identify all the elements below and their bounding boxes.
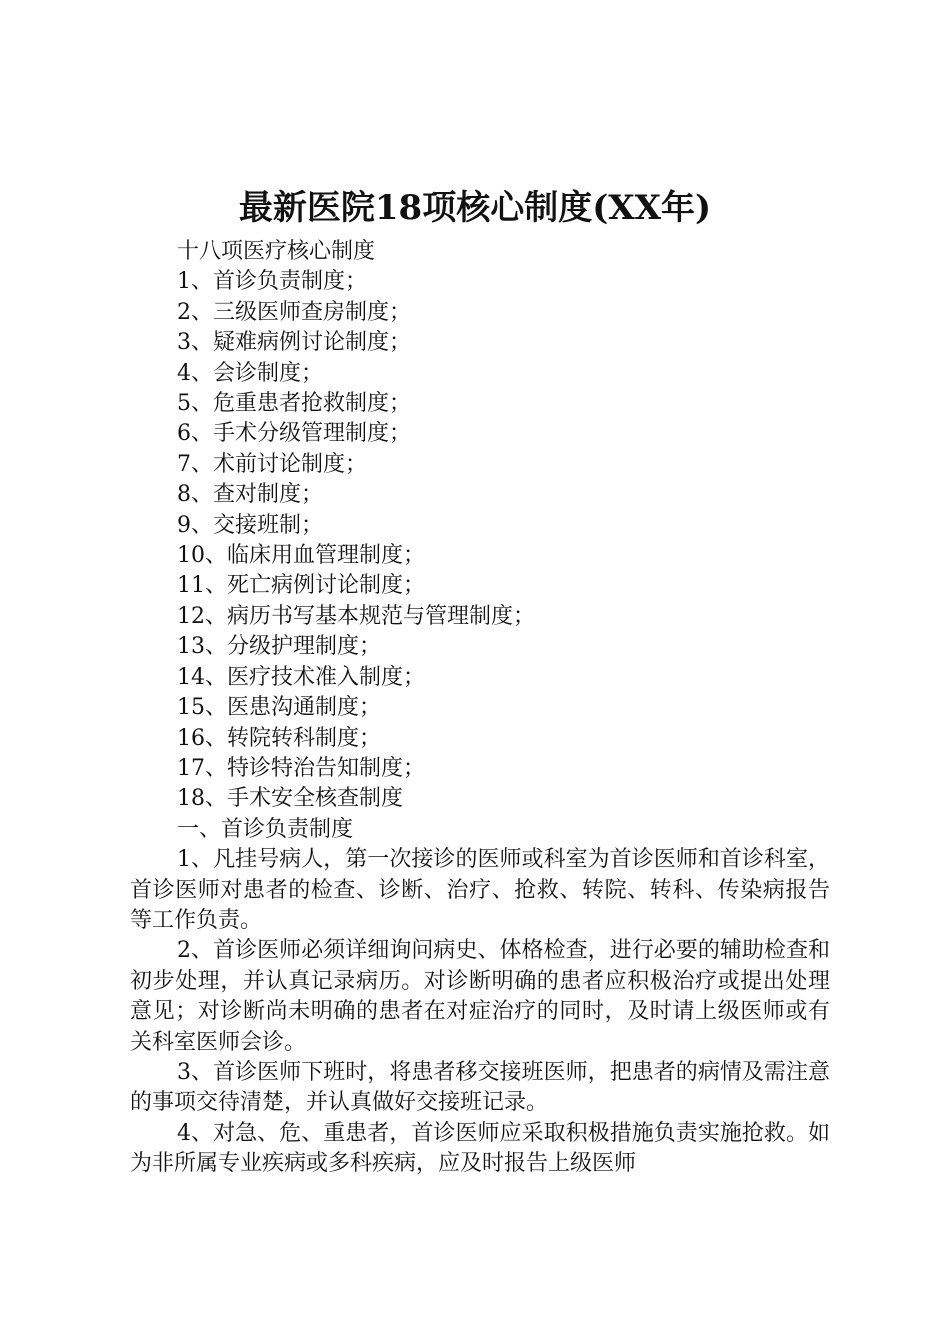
list-item: 8、查对制度；	[177, 482, 323, 508]
body-paragraph: 1、凡挂号病人，第一次接诊的医师或科室为首诊医师和首诊科室，首诊医师对患者的检查、诊断、治疗、抢救、转院、转科、传染病报告等工作负责。	[130, 847, 830, 933]
list-item: 2、三级医师查房制度；	[177, 299, 411, 325]
subtitle: 十八项医疗核心制度	[177, 239, 376, 264]
body-paragraph: 3、首诊医师下班时，将患者移交接班医师，把患者的病情及需注意的事项交待清楚，并认真做好交接班记录。	[130, 1059, 830, 1116]
list-item: 14、医疗技术准入制度；	[177, 664, 425, 690]
list-item: 6、手术分级管理制度；	[177, 421, 411, 447]
list-item: 16、转院转科制度；	[177, 725, 381, 751]
list-item: 4、会诊制度；	[177, 360, 323, 386]
document-body	[130, 237, 830, 1180]
list-item: 15、医患沟通制度；	[177, 695, 381, 721]
list-item: 3、疑难病例讨论制度；	[177, 330, 411, 356]
list-item: 11、死亡病例讨论制度；	[177, 573, 425, 599]
list-item: 13、分级护理制度；	[177, 634, 381, 660]
list-item: 5、危重患者抢救制度；	[177, 391, 411, 417]
list-item: 7、术前讨论制度；	[177, 451, 367, 477]
list-item: 17、特诊特治告知制度；	[177, 755, 425, 781]
list-item: 1、首诊负责制度；	[177, 269, 367, 295]
core-system-list	[130, 267, 830, 814]
list-item: 9、交接班制；	[177, 512, 323, 538]
body-paragraph: 4、对急、危、重患者，首诊医师应采取积极措施负责实施抢救。如为非所属专业疾病或多科疾病，应及时报告上级医师	[130, 1120, 830, 1177]
list-item: 10、临床用血管理制度；	[177, 543, 425, 569]
body-paragraph: 2、首诊医师必须详细询问病史、体格检查，进行必要的辅助检查和初步处理，并认真记录病历。对诊断明确的患者应积极治疗或提出处理意见；对诊断尚未明确的患者在对症治疗的同时，及时请上级医师或有关科室医师会诊。	[130, 938, 830, 1055]
list-item: 12、病历书写基本规范与管理制度；	[177, 603, 535, 629]
list-item: 18、手术安全核查制度	[177, 786, 403, 812]
document-title: 最新医院18项核心制度(XX年)	[238, 188, 712, 228]
section-heading: 一、首诊负责制度	[177, 816, 354, 842]
